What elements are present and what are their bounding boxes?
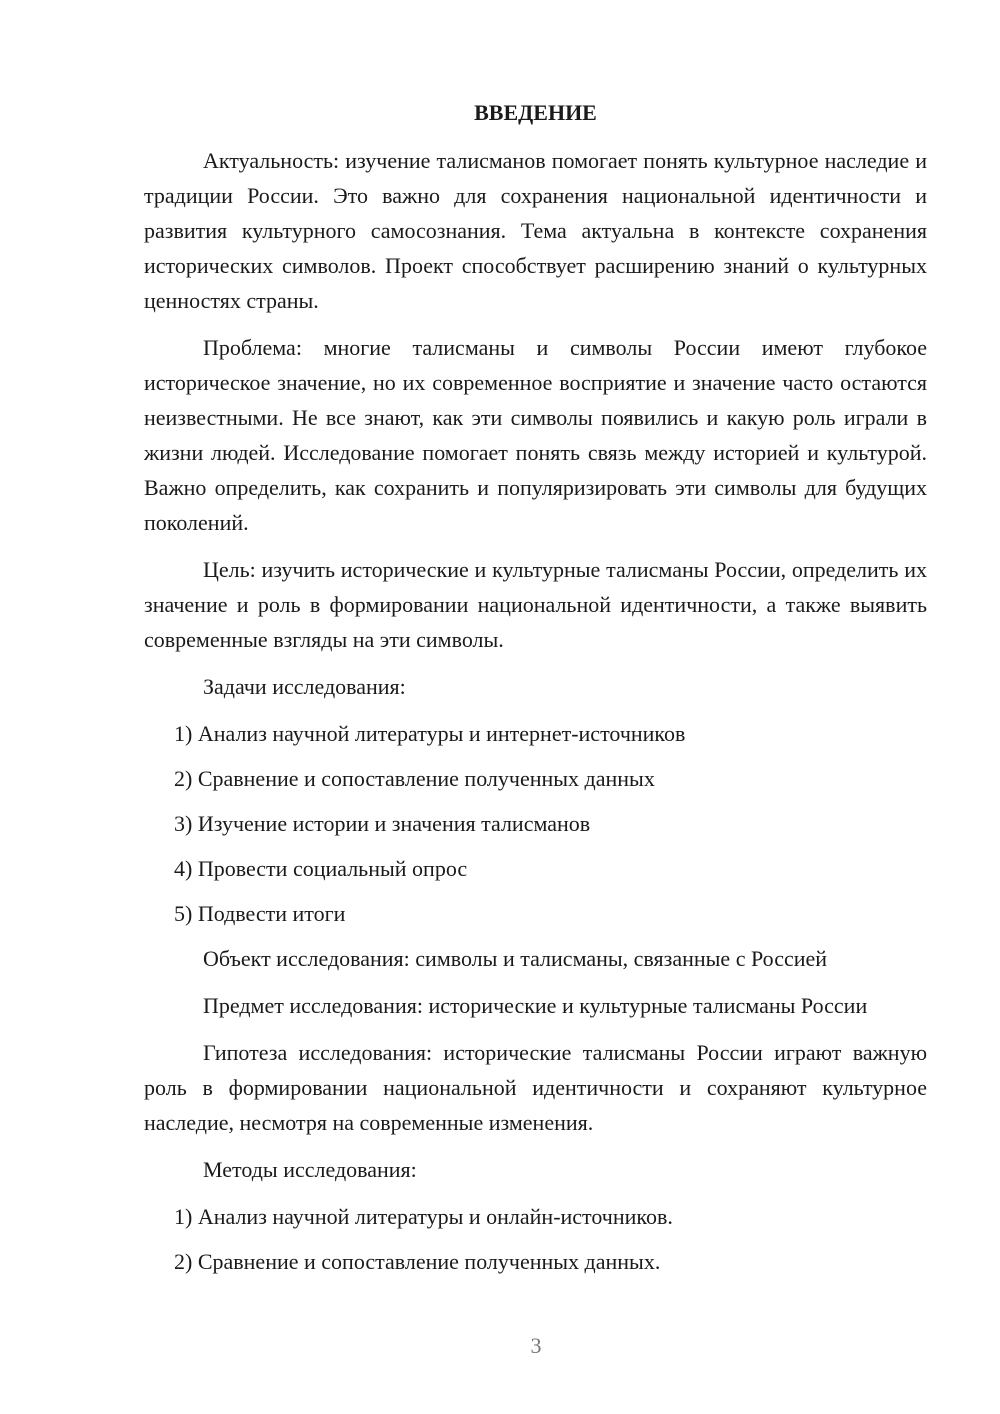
subject-paragraph: Предмет исследования: исторические и культурные талисманы России xyxy=(203,993,868,1018)
task-item: 4) Провести социальный опрос xyxy=(174,856,468,881)
relevance-paragraph: Актуальность: изучение талисманов помогает понять культурное наследие и традиции России. Это важно для сохранения национальной идентичности и развития культурного самосознания. Тема актуальна в контексте сохранения исторических символов. Проект способствует расширению знаний о культурных ценностях страны. xyxy=(144,148,927,313)
method-item: 2) Сравнение и сопоставление полученных данных. xyxy=(174,1249,661,1274)
tasks-title: Задачи исследования: xyxy=(203,674,406,699)
task-item: 3) Изучение истории и значения талисманов xyxy=(174,811,591,836)
task-item: 1) Анализ научной литературы и интернет-источников xyxy=(174,721,686,746)
methods-title: Методы исследования: xyxy=(203,1157,417,1182)
page-number: 3 xyxy=(530,1333,542,1358)
method-item: 1) Анализ научной литературы и онлайн-источников. xyxy=(174,1204,673,1229)
document-page xyxy=(144,95,927,1289)
problem-paragraph: Проблема: многие талисманы и символы России имеют глубокое историческое значение, но их современное восприятие и значение часто остаются неизвестными. Не все знают, как эти символы появились и какую роль играли в жизни людей. Исследование помогает понять связь между историей и культурой. Важно определить, как сохранить и популяризировать эти символы для будущих поколений. xyxy=(144,335,927,535)
object-paragraph: Объект исследования: символы и талисманы, связанные с Россией xyxy=(203,946,828,971)
section-heading: ВВЕДЕНИЕ xyxy=(474,100,597,125)
task-item: 2) Сравнение и сопоставление полученных данных xyxy=(174,766,655,791)
hypothesis-paragraph: Гипотеза исследования: исторические талисманы России играют важную роль в формировании национальной идентичности и сохраняют культурное наследие, несмотря на современные изменения. xyxy=(144,1040,927,1135)
goal-paragraph: Цель: изучить исторические и культурные талисманы России, определить их значение и роль в формировании национальной идентичности, а также выявить современные взгляды на эти символы. xyxy=(144,557,927,652)
task-item: 5) Подвести итоги xyxy=(174,901,346,926)
